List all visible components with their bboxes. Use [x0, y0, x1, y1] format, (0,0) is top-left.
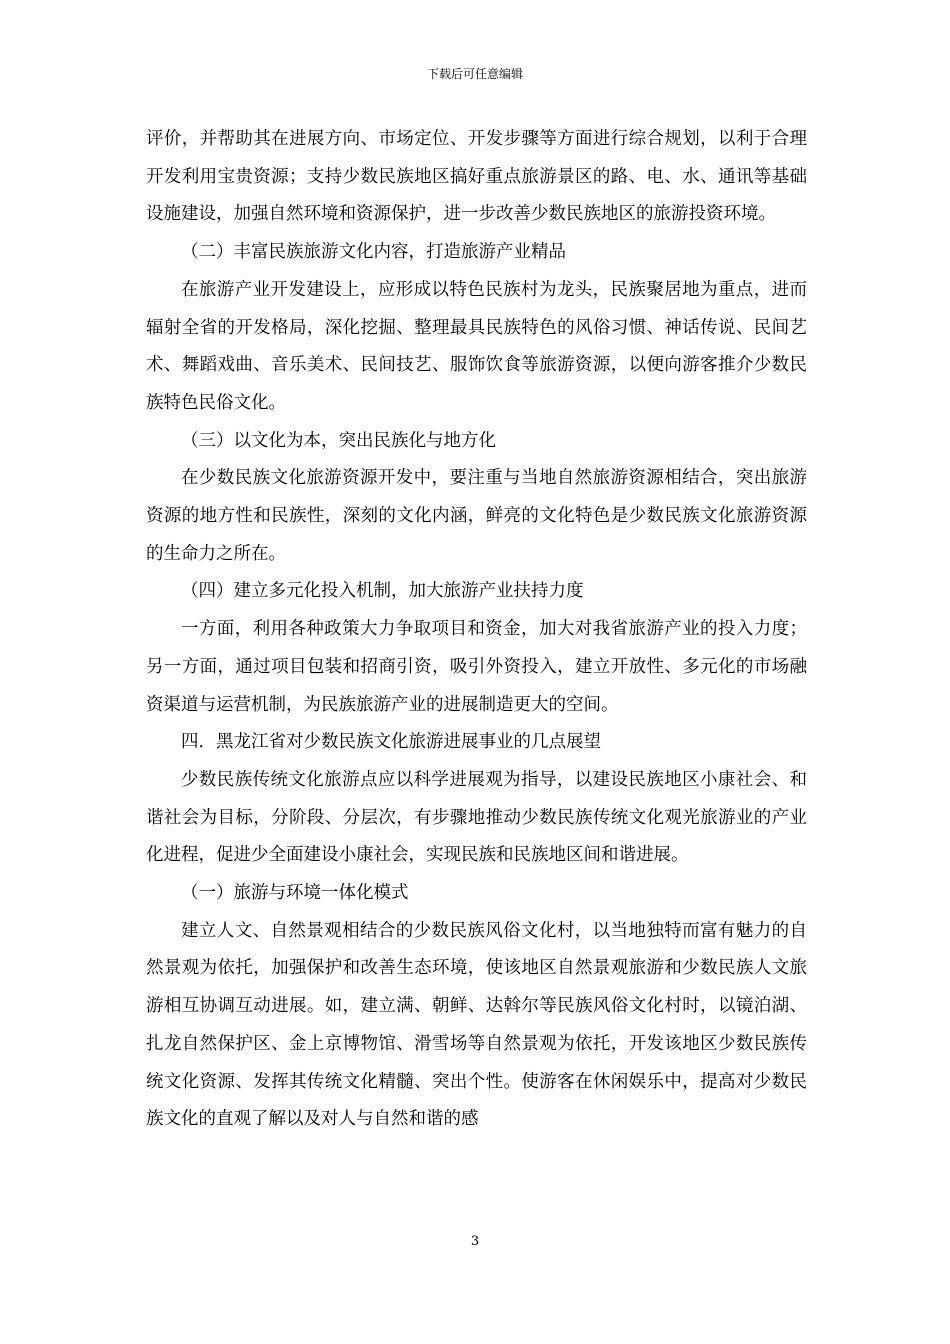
section-heading-2: （二）丰富民族旅游文化内容，打造旅游产业精品: [181, 242, 566, 263]
paragraph: 建立人文、自然景观相结合的少数民族风俗文化村，以当地独特而富有魅力的自然景观为依托，加强保护和改善生态环境，使该地区自然景观旅游和少数民族人文旅游相互协调互动进展。如，建立满、朝鲜、达斡尔等民族风俗文化村时，以镜泊湖、扎龙自然保护区、金上京博物馆、滑雪场等自然景观为依托，开发该地区少数民族传统文化资源、发挥其传统文化精髓、突出个性。使游客在休闲娱乐中，提高对少数民族文化的直观了解以及对人与自然和谐的感: [146, 920, 807, 1130]
section-heading-4: （四）建立多元化投入机制，加大旅游产业扶持力度: [181, 581, 584, 602]
paragraph: 少数民族传统文化旅游点应以科学进展观为指导，以建设民族地区小康社会、和谐社会为目标，分阶段、分层次，有步骤地推动少数民族传统文化观光旅游业的产业化进程，促进少全面建设小康社会，实现民族和民族地区间和谐进展。: [146, 769, 807, 866]
section-heading-3: （三）以文化为本，突出民族化与地方化: [181, 430, 496, 451]
paragraph: 在旅游产业开发建设上，应形成以特色民族村为龙头，民族聚居地为重点，进而辐射全省的开发格局，深化挖掘、整理最具民族特色的风俗习惯、神话传说、民间艺术、舞蹈戏曲、音乐美术、民间技艺、服饰饮食等旅游资源，以便向游客推介少数民族特色民俗文化。: [146, 279, 807, 413]
page-header-note: 下载后可任意编辑: [426, 67, 523, 81]
paragraph-continuation: 评价，并帮助其在进展方向、市场定位、开发步骤等方面进行综合规划，以利于合理开发利用宝贵资源；支持少数民族地区搞好重点旅游景区的路、电、水、通讯等基础设施建设，加强自然环境和资源保护，进一步改善少数民族地区的旅游投资环境。: [146, 129, 807, 225]
section-heading-1: （一）旅游与环境一体化模式: [181, 883, 409, 904]
paragraph: 一方面，利用各种政策大力争取项目和资金，加大对我省旅游产业的投入力度；另一方面，通过项目包装和招商引资，吸引外资投入，建立开放性、多元化的市场融资渠道与运营机制，为民族旅游产业的进展制造更大的空间。: [146, 619, 807, 715]
document-body: [146, 121, 807, 1139]
chapter-heading-4: 四．黑龙江省对少数民族文化旅游进展事业的几点展望: [181, 732, 601, 753]
paragraph: 在少数民族文化旅游资源开发中，要注重与当地自然旅游资源相结合，突出旅游资源的地方性和民族性，深刻的文化内涵，鲜亮的文化特色是少数民族文化旅游资源的生命力之所在。: [146, 468, 807, 564]
page-number: 3: [470, 1234, 480, 1249]
